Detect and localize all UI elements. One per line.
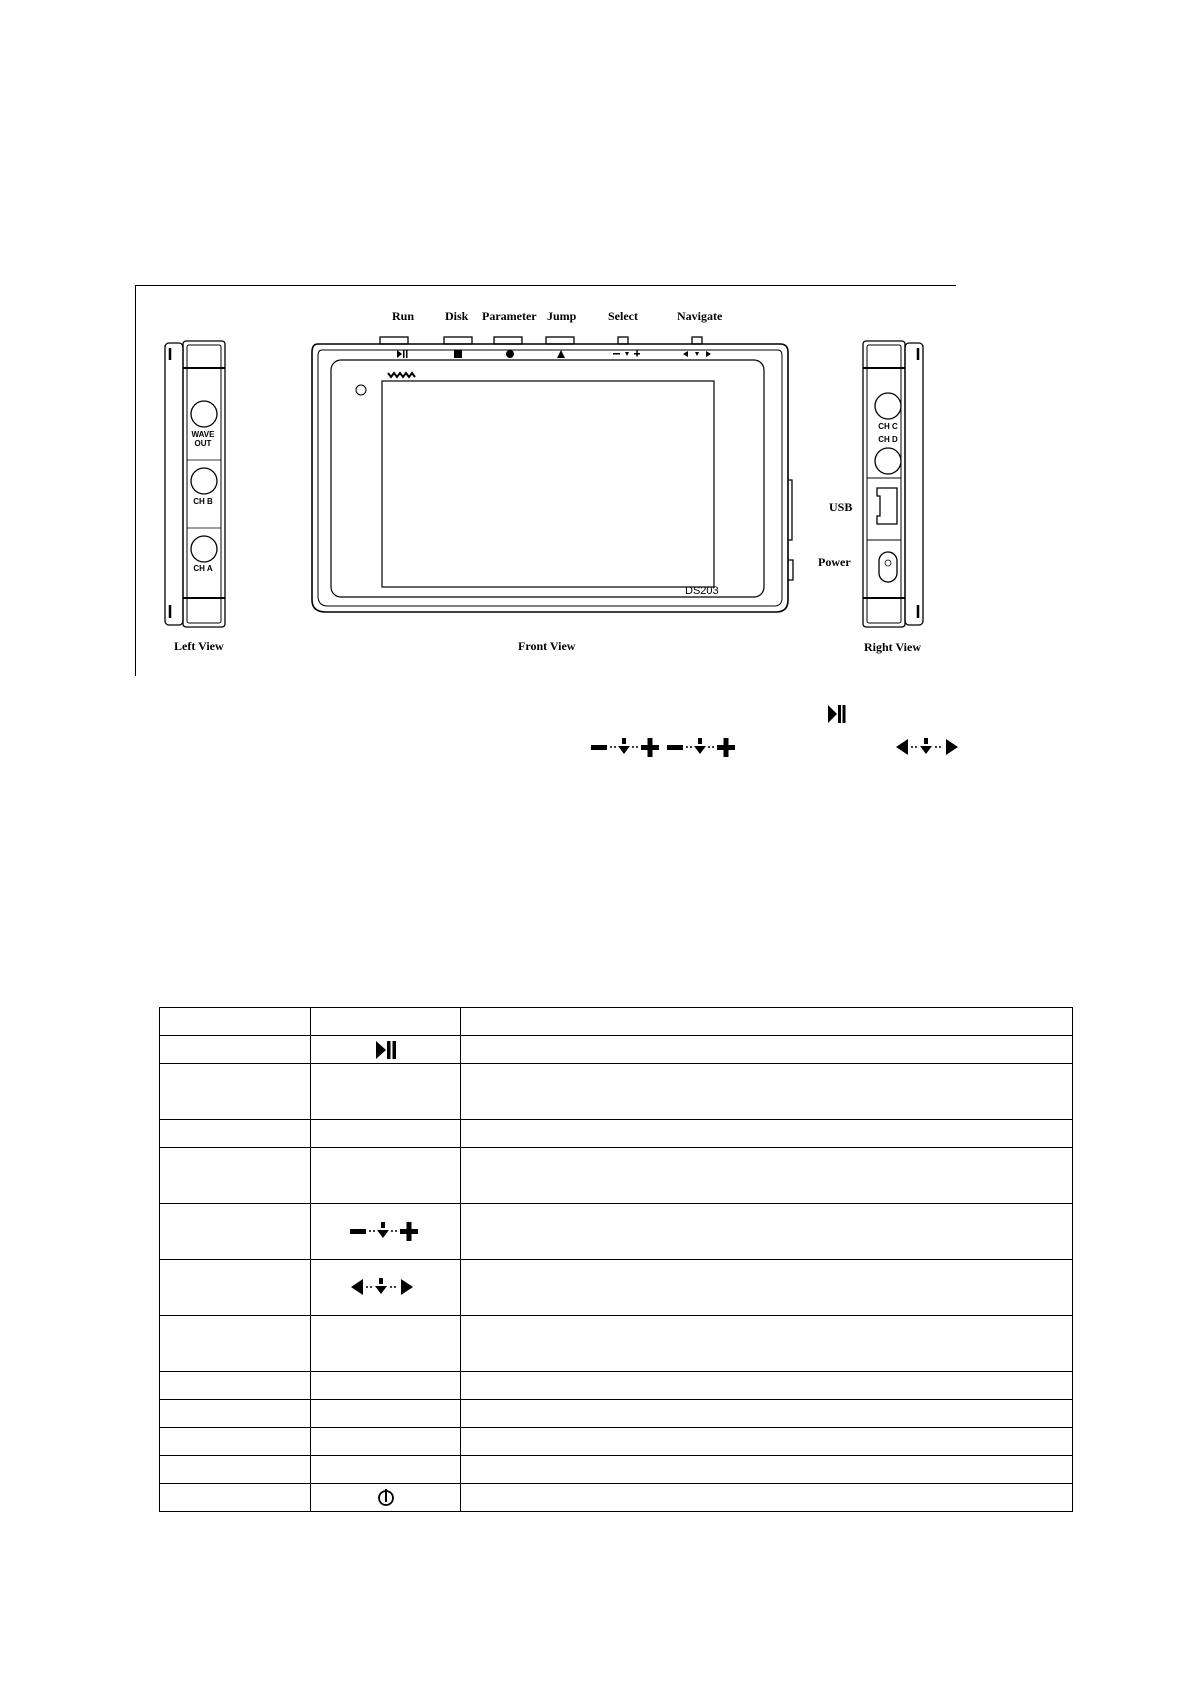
disk-label: Disk bbox=[445, 309, 469, 323]
symbol-cell bbox=[311, 1428, 461, 1456]
right-view-caption: Right View bbox=[864, 640, 921, 654]
select-label: Select bbox=[608, 309, 638, 323]
triangle-icon bbox=[557, 350, 565, 358]
minus-plus-toggle-icon bbox=[350, 1221, 422, 1243]
function-cell bbox=[461, 1316, 1073, 1372]
run-label: Run bbox=[392, 309, 415, 323]
symbol-cell bbox=[311, 1484, 461, 1512]
table-row bbox=[160, 1372, 1073, 1400]
model-label: DS203 bbox=[685, 585, 719, 597]
front-view-device bbox=[312, 337, 793, 612]
symbol-cell bbox=[311, 1008, 461, 1036]
table-row bbox=[160, 1316, 1073, 1372]
logo-icon bbox=[388, 373, 415, 377]
name-cell bbox=[160, 1204, 311, 1260]
table-row bbox=[160, 1484, 1073, 1512]
left-right-toggle-icon bbox=[351, 1277, 421, 1299]
function-cell bbox=[461, 1372, 1073, 1400]
play-icon bbox=[397, 350, 402, 358]
function-cell bbox=[461, 1008, 1073, 1036]
power-icon bbox=[376, 1488, 396, 1508]
symbol-cell bbox=[311, 1064, 461, 1120]
ch-b-label: CH B bbox=[193, 497, 213, 506]
function-cell bbox=[461, 1120, 1073, 1148]
name-cell bbox=[160, 1008, 311, 1036]
name-cell bbox=[160, 1372, 311, 1400]
minus-plus-toggle-icon bbox=[591, 737, 663, 759]
function-cell bbox=[461, 1036, 1073, 1064]
navigate-symbol-icon bbox=[683, 351, 711, 357]
name-cell bbox=[160, 1260, 311, 1316]
wave-out-line2: OUT bbox=[194, 439, 212, 448]
symbol-cell bbox=[311, 1148, 461, 1204]
function-cell bbox=[461, 1260, 1073, 1316]
symbol-cell bbox=[311, 1372, 461, 1400]
play-pause-icon bbox=[826, 703, 846, 725]
symbol-cell bbox=[311, 1120, 461, 1148]
function-cell bbox=[461, 1204, 1073, 1260]
right-view-device bbox=[863, 341, 923, 627]
ch-a-label: CH A bbox=[193, 564, 213, 573]
function-cell bbox=[461, 1428, 1073, 1456]
table-row bbox=[160, 1148, 1073, 1204]
name-cell bbox=[160, 1428, 311, 1456]
jump-label: Jump bbox=[547, 309, 577, 323]
minus-plus-toggle-icon bbox=[667, 737, 739, 759]
usb-label: USB bbox=[829, 500, 853, 514]
power-label: Power bbox=[818, 555, 851, 569]
symbol-cell bbox=[311, 1456, 461, 1484]
table-row bbox=[160, 1008, 1073, 1036]
ch-c-label: CH C bbox=[878, 422, 898, 431]
function-cell bbox=[461, 1456, 1073, 1484]
table-row bbox=[160, 1400, 1073, 1428]
name-cell bbox=[160, 1316, 311, 1372]
table-row bbox=[160, 1260, 1073, 1316]
table-row bbox=[160, 1204, 1073, 1260]
function-cell bbox=[461, 1064, 1073, 1120]
device-drawing bbox=[0, 0, 1191, 700]
parameter-label: Parameter bbox=[482, 309, 537, 323]
front-view-caption: Front View bbox=[518, 639, 576, 653]
left-view-caption: Left View bbox=[174, 639, 224, 653]
name-cell bbox=[160, 1484, 311, 1512]
symbol-cell bbox=[311, 1204, 461, 1260]
function-cell bbox=[461, 1148, 1073, 1204]
left-right-toggle-icon bbox=[896, 737, 966, 759]
controls-table bbox=[159, 1007, 1073, 1512]
symbol-cell bbox=[311, 1316, 461, 1372]
name-cell bbox=[160, 1400, 311, 1428]
function-cell bbox=[461, 1400, 1073, 1428]
table-row bbox=[160, 1036, 1073, 1064]
square-icon bbox=[454, 350, 462, 358]
table-row bbox=[160, 1064, 1073, 1120]
name-cell bbox=[160, 1148, 311, 1204]
select-symbol-icon bbox=[613, 351, 640, 357]
ch-d-label: CH D bbox=[878, 435, 898, 444]
circle-icon bbox=[506, 350, 514, 358]
play-pause-icon bbox=[374, 1039, 398, 1061]
wave-out-line1: WAVE bbox=[191, 430, 215, 439]
left-view-device bbox=[165, 341, 225, 627]
table-row bbox=[160, 1120, 1073, 1148]
name-cell bbox=[160, 1120, 311, 1148]
symbol-cell bbox=[311, 1036, 461, 1064]
name-cell bbox=[160, 1456, 311, 1484]
function-cell bbox=[461, 1484, 1073, 1512]
navigate-label: Navigate bbox=[677, 309, 723, 323]
table-row bbox=[160, 1456, 1073, 1484]
symbol-cell bbox=[311, 1260, 461, 1316]
name-cell bbox=[160, 1064, 311, 1120]
name-cell bbox=[160, 1036, 311, 1064]
table-row bbox=[160, 1428, 1073, 1456]
symbol-cell bbox=[311, 1400, 461, 1428]
